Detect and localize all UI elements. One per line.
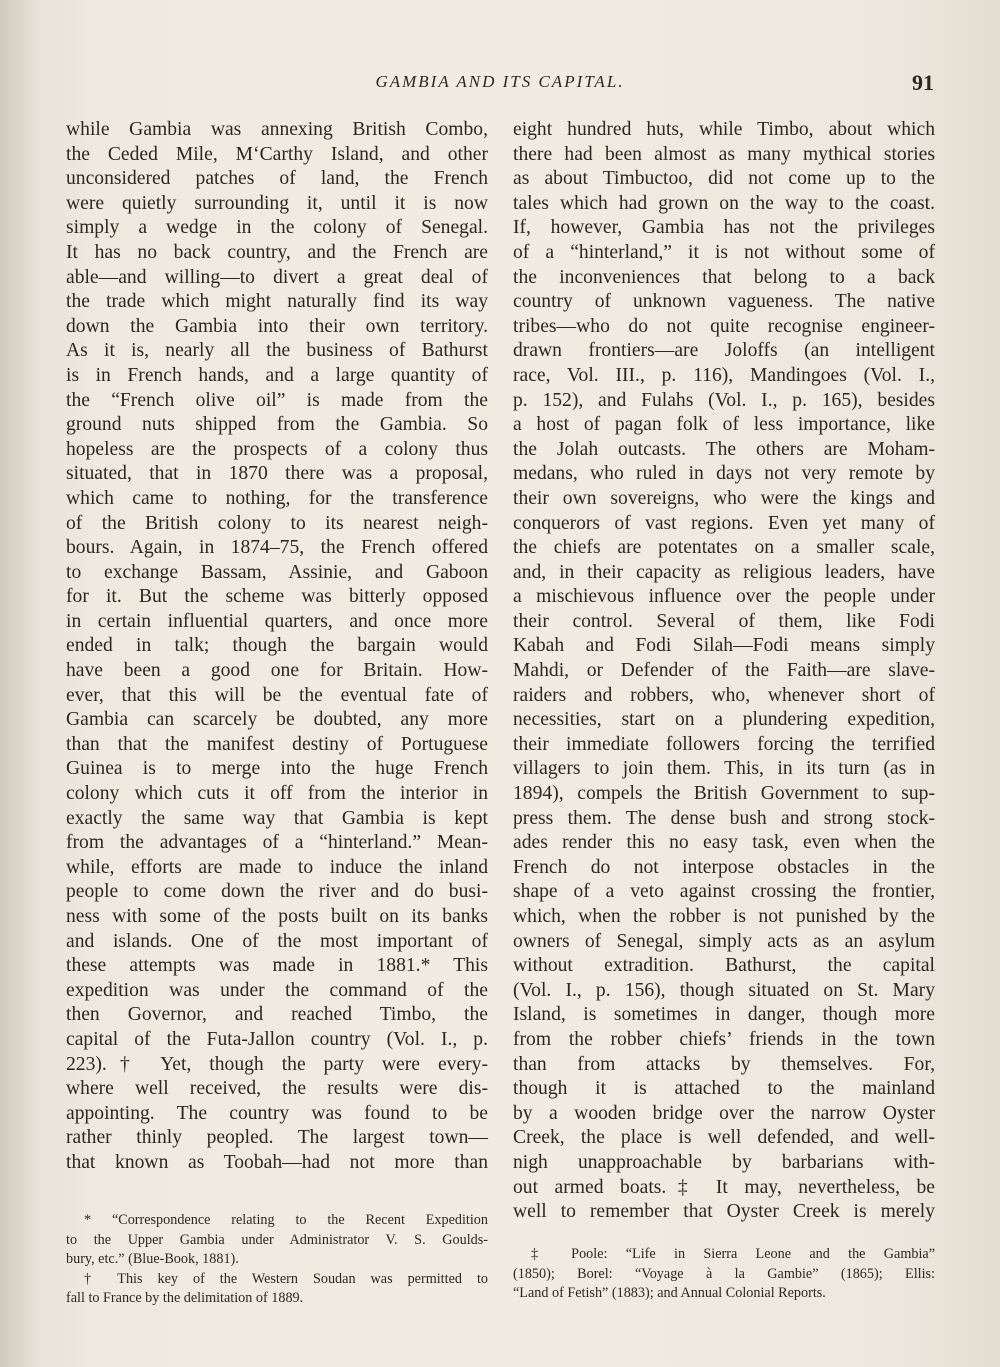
- text-line: ever, that this will be the eventual fate of: [66, 684, 488, 706]
- text-line: from the advantages of a “hinterland.” Mean-: [66, 832, 488, 854]
- text-line: unconsidered patches of land, the French: [66, 168, 488, 190]
- text-line: It has no back country, and the French are: [66, 241, 488, 263]
- text-line: necessities, start on a plundering expedition,: [513, 709, 935, 731]
- footnote-line: fall to France by the delimitation of 1889.: [66, 1290, 304, 1306]
- text-line: capital of the Futa-Jallon country (Vol. I., p.: [66, 1028, 488, 1050]
- text-line: race, Vol. III., p. 116), Mandingoes (Vol. I.,: [513, 364, 935, 386]
- text-line: where well received, the results were dis-: [66, 1078, 488, 1100]
- text-line: though it is attached to the mainland: [513, 1078, 935, 1100]
- footnote-line: to the Upper Gambia under Administrator V. S. Goulds-: [66, 1231, 488, 1248]
- text-line: simply a wedge in the colony of Senegal.: [66, 217, 488, 239]
- text-line: than from attacks by themselves. For,: [513, 1053, 935, 1075]
- text-line: press them. The dense bush and strong stock-: [513, 807, 935, 829]
- text-line: their own sovereigns, who were the kings and: [513, 487, 935, 509]
- text-line: the Ceded Mile, M‘Carthy Island, and other: [66, 143, 488, 165]
- text-line: without extradition. Bathurst, the capital: [513, 955, 935, 977]
- text-line: have been a good one for Britain. How-: [66, 660, 488, 682]
- left-footnotes: [66, 1211, 488, 1309]
- footnote-line: † This key of the Western Soudan was permitted to: [84, 1270, 488, 1287]
- text-line: which came to nothing, for the transference: [66, 487, 488, 509]
- text-line: their control. Several of them, like Fodi: [513, 610, 935, 632]
- text-line: to exchange Bassam, Assinie, and Gaboon: [66, 561, 488, 583]
- text-line: situated, that in 1870 there was a proposal,: [66, 463, 488, 485]
- text-line: and, in their capacity as religious leaders, have: [513, 561, 935, 583]
- footnote-line: * “Correspondence relating to the Recent Expedition: [84, 1212, 488, 1228]
- text-line: a host of pagan folk of less importance, like: [513, 414, 935, 436]
- text-line: the inconveniences that belong to a back: [513, 266, 935, 288]
- text-line: country of unknown vagueness. The native: [513, 291, 935, 313]
- text-line: hopeless are the prospects of a colony thus: [66, 438, 488, 460]
- text-line: Island, is sometimes in danger, though more: [513, 1004, 935, 1026]
- footnote-line: “Land of Fetish” (1883); and Annual Colonial Reports.: [513, 1285, 826, 1301]
- text-line: rather thinly peopled. The largest town—: [66, 1127, 488, 1149]
- text-line: well to remember that Oyster Creek is merely: [513, 1201, 935, 1223]
- text-line: of the British colony to its nearest neigh-: [66, 512, 488, 534]
- text-line: Creek, the place is well defended, and well-: [513, 1127, 935, 1149]
- text-line: while Gambia was annexing British Combo,: [66, 119, 488, 140]
- text-line: If, however, Gambia has not the privileges: [513, 217, 935, 239]
- running-title: GAMBIA AND ITS CAPITAL.: [375, 72, 625, 91]
- text-line: ended in talk; though the bargain would: [66, 635, 488, 657]
- running-head: [0, 72, 1000, 102]
- text-line: raiders and robbers, who, whenever short of: [513, 684, 935, 706]
- text-line: Kabah and Fodi Silah—Fodi means simply: [513, 635, 935, 657]
- text-line: ness with some of the posts built on its banks: [66, 906, 488, 927]
- text-line: in certain influential quarters, and once more: [66, 610, 488, 632]
- right-footnotes: [513, 1245, 935, 1304]
- text-line: As it is, nearly all the business of Bathurst: [66, 340, 488, 362]
- text-line: tales which had grown on the way to the coast.: [513, 192, 935, 214]
- text-line: ades render this no easy task, even when the: [513, 832, 935, 854]
- text-line: for it. But the scheme was bitterly opposed: [66, 586, 488, 608]
- text-line: by a wooden bridge over the narrow Oyster: [513, 1102, 935, 1124]
- footnote-line: ‡ Poole: “Life in Sierra Leone and the Gambia”: [531, 1246, 935, 1262]
- text-line: expedition was under the command of the: [66, 979, 488, 1001]
- text-line: of a “hinterland,” it is not without some of: [513, 241, 935, 263]
- text-line: exactly the same way that Gambia is kept: [66, 807, 488, 829]
- text-line: down the Gambia into their own territory.: [66, 315, 488, 337]
- footnote-line: bury, etc.” (Blue-Book, 1881).: [66, 1251, 239, 1267]
- text-line: drawn frontiers—are Joloffs (an intelligent: [513, 340, 935, 362]
- text-line: 1894), compels the British Government to sup-: [513, 783, 935, 805]
- page-number: 91: [912, 70, 934, 95]
- text-line: is in French hands, and a large quantity of: [66, 364, 488, 386]
- text-line: colony which cuts it off from the interior in: [66, 783, 488, 805]
- text-line: Guinea is to merge into the huge French: [66, 758, 488, 780]
- text-line: nigh unapproachable by barbarians with-: [513, 1151, 935, 1173]
- text-line: villagers to join them. This, in its turn (as in: [513, 758, 935, 780]
- text-line: conquerors of vast regions. Even yet many of: [513, 512, 935, 534]
- text-line: 223).† Yet, though the party were every-: [66, 1053, 488, 1075]
- text-line: the trade which might naturally find its way: [66, 291, 488, 313]
- text-line: while, efforts are made to induce the inland: [66, 856, 488, 878]
- text-line: p. 152), and Fulahs (Vol. I., p. 165), besides: [513, 389, 935, 411]
- text-line: and islands. One of the most important of: [66, 930, 488, 952]
- text-line: the “French olive oil” is made from the: [66, 389, 488, 411]
- text-line: as about Timbuctoo, did not come up to the: [513, 168, 935, 190]
- text-line: tribes—who do not quite recognise engineer-: [513, 315, 935, 337]
- text-line: then Governor, and reached Timbo, the: [66, 1004, 488, 1026]
- text-line: owners of Senegal, simply acts as an asylum: [513, 930, 935, 952]
- text-line: (Vol. I., p. 156), though situated on St. Mary: [513, 979, 935, 1001]
- text-line: Mahdi, or Defender of the Faith—are slave-: [513, 660, 935, 682]
- left-column: [66, 118, 488, 1176]
- text-line: than that the manifest destiny of Portuguese: [66, 733, 488, 755]
- text-line: a mischievous influence over the people under: [513, 586, 935, 608]
- text-line: bours. Again, in 1874–75, the French offered: [66, 537, 488, 559]
- text-line: eight hundred huts, while Timbo, about which: [513, 119, 935, 140]
- text-line: shape of a veto against crossing the frontier,: [513, 881, 935, 903]
- text-line: that known as Toobah—had not more than: [66, 1151, 488, 1173]
- text-line: people to come down the river and do busi-: [66, 881, 488, 903]
- text-line: appointing. The country was found to be: [66, 1102, 488, 1124]
- right-column: [513, 118, 935, 1225]
- page-fold-shadow: [0, 0, 40, 1367]
- text-line: the chiefs are potentates on a smaller scale,: [513, 537, 935, 559]
- text-line: out armed boats.‡ It may, nevertheless, be: [513, 1176, 935, 1198]
- text-line: were quietly surrounding it, until it is now: [66, 192, 488, 214]
- text-line: from the robber chiefs’ friends in the town: [513, 1028, 935, 1050]
- text-line: the Jolah outcasts. The others are Moham-: [513, 438, 935, 460]
- text-line: these attempts was made in 1881.* This: [66, 955, 488, 977]
- text-line: Gambia can scarcely be doubted, any more: [66, 709, 488, 731]
- footnote-line: (1850); Borel: “Voyage à la Gambie” (1865); Ellis:: [513, 1265, 935, 1282]
- text-line: French do not interpose obstacles in the: [513, 856, 935, 878]
- text-line: ground nuts shipped from the Gambia. So: [66, 414, 488, 436]
- text-line: able—and willing—to divert a great deal of: [66, 266, 488, 288]
- text-line: their immediate followers forcing the terrified: [513, 733, 935, 755]
- text-line: which, when the robber is not punished by the: [513, 906, 935, 927]
- text-line: there had been almost as many mythical stories: [513, 143, 935, 165]
- text-line: medans, who ruled in days not very remote by: [513, 463, 935, 485]
